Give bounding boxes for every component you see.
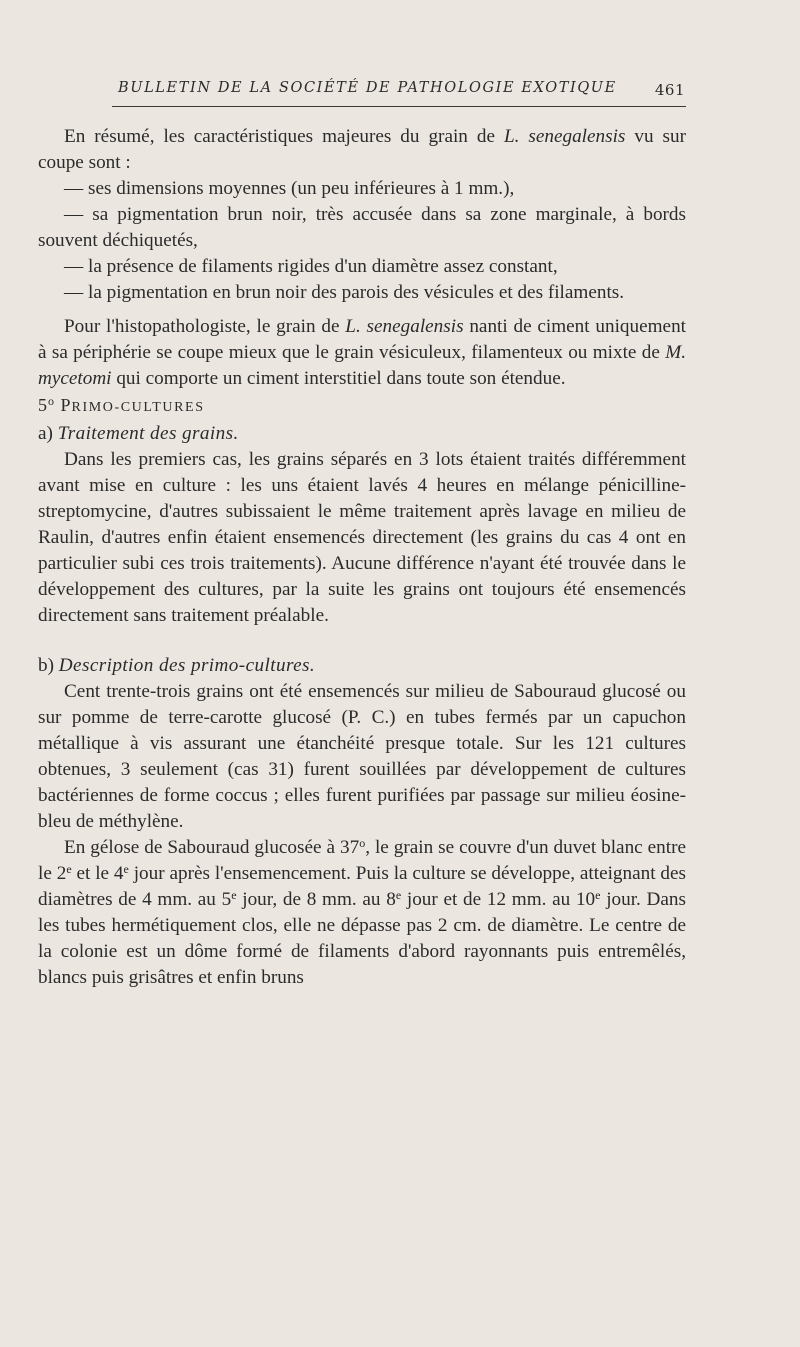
species-name: L. senegalensis bbox=[503, 126, 626, 147]
summary-intro: En résumé, les caractéristiques majeures du grain de L. senegalensis vu sur coupe sont : bbox=[38, 126, 686, 173]
subheading-a: a) Traitement des grains. bbox=[38, 423, 239, 444]
summary-item-1: — ses dimensions moyennes (un peu inférieures à 1 mm.), bbox=[64, 178, 515, 199]
header-rule bbox=[112, 106, 686, 107]
histopathology-paragraph: Pour l'histopathologiste, le grain de L. senegalensis nanti de ciment uniquement à sa périphérie se coupe mieux que le grain vésiculeux, filamenteux ou mixte de M. mycetomi qui comporte un ciment interstitiel dans toute son étendue. bbox=[38, 316, 686, 389]
page-number: 461 bbox=[654, 81, 685, 99]
section-heading: 5$^o$ PRIMO-CULTURES bbox=[38, 394, 205, 415]
summary-item-4: — la pigmentation en brun noir des parois des vésicules et des filaments. bbox=[64, 282, 625, 303]
species-name: M. mycetomi bbox=[38, 342, 686, 389]
body-text bbox=[38, 124, 686, 991]
species-name: L. senegalensis bbox=[345, 316, 464, 337]
paragraph-cultures-1: Cent trente-trois grains ont été ensemencés sur milieu de Sabouraud glucosé ou sur pomme de terre-carotte glucosé (P. C.) en tubes fermés par un capuchon métallique à vis assurant une étanchéité presque totale. Sur les 121 cultures obtenues, 3 seulement (cas 31) furent souillées par développement de cultures bactériennes de forme coccus ; elles furent purifiées par passage sur milieu éosine-bleu de méthylène. bbox=[38, 681, 686, 832]
paragraph-treatment: Dans les premiers cas, les grains séparés en 3 lots étaient traités différemment avant mise en culture : les uns étaient lavés 4 heures en mélange pénicilline-streptomycine, d'autres subissaient le même traitement après lavage en milieu de Raulin, d'autres enfin étaient ensemencés directement (les grains du cas 4 ont en particulier subi ces trois traitements). Aucune différence n'ayant été trouvée dans le développement des cultures, par la suite les grains ont toujours été ensemencés directement sans traitement préalable. bbox=[38, 449, 686, 626]
subheading-b: b) Description des primo-cultures. bbox=[38, 655, 316, 676]
summary-item-2: — sa pigmentation brun noir, très accusée dans sa zone marginale, à bords souvent déchiquetés, bbox=[38, 204, 686, 251]
running-header bbox=[118, 78, 685, 104]
summary-item-3: — la présence de filaments rigides d'un diamètre assez constant, bbox=[64, 256, 558, 277]
paragraph-cultures-2: En gélose de Sabouraud glucosée à 37$^o$, le grain se couvre d'un duvet blanc entre le 2e et le 4e jour après l'ensemencement. Puis la culture se développe, atteignant des diamètres de 4 mm. au 5e jour, de 8 mm. au 8e jour et de 12 mm. au 10e jour. Dans les tubes hermétiquement clos, elle ne dépasse pas 2 cm. de diamètre. Le centre de la colonie est un dôme formé de filaments d'abord rayonnants puis entremêlés, blancs puis grisâtres et enfin bruns bbox=[38, 836, 686, 988]
running-title: BULLETIN DE LA SOCIÉTÉ DE PATHOLOGIE EXOTIQUE bbox=[118, 80, 617, 96]
